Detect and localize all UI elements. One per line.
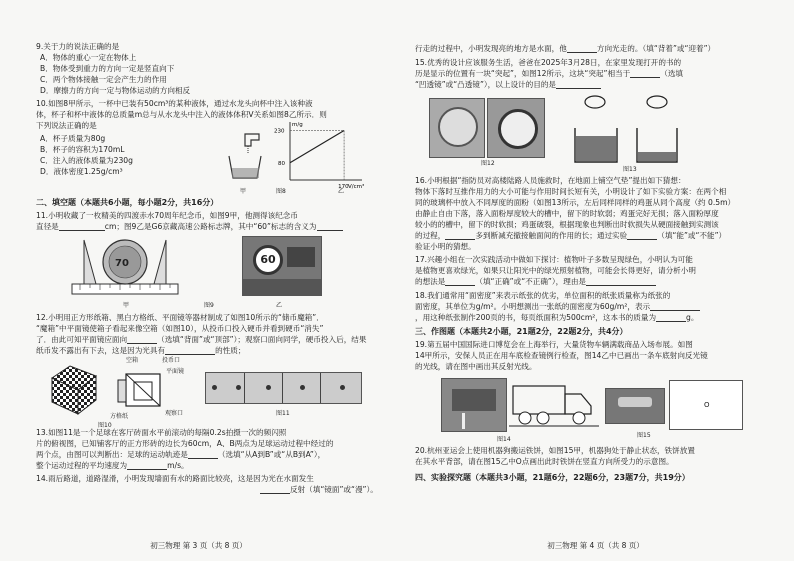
q17-line-3-prefix: 的想法是 [415, 277, 446, 286]
q13-line-3 [36, 450, 325, 459]
q13-line-3-prefix: 两个点，由图可以判断出：足球的运动轨迹是 [36, 450, 188, 459]
figure-12-watch-photo-2 [487, 98, 545, 158]
graph-ytick-80: 80 [278, 160, 285, 167]
q13-line-4-suffix: m/s。 [167, 461, 189, 470]
q17-line-2: 是植物更喜欢绿光，如果只让阳光中的绿光照射植物，可能会长得更好，请分析小明 [415, 266, 696, 275]
fig10-label-empty-box: 空箱 [126, 357, 139, 364]
q17-blank-2[interactable] [586, 277, 656, 286]
figure-10-caption: 图10 [98, 422, 112, 429]
q16-line-1: 16.小明根据“指防员对高楼陆路人员施救时，在地面上铺空气垫”提出如下猜想： [415, 176, 686, 185]
q10-option-d: D．液体密度1.25g/cm³ [40, 167, 123, 176]
figure-8-caption: 图8 [276, 188, 286, 195]
carryover-prefix: 行走的过程中，小明发现亮的地方是水面，他 [415, 44, 567, 53]
q10-line-1: 10.如图8甲所示，一杯中已装有50cm³的某种液体，通过水龙头向杯中注入该种液 [36, 99, 313, 108]
q13-line-3-suffix: （选填“从A到B”或“从B到A”）， [217, 450, 326, 459]
q9-stem: 9.关于力的说法正确的是 [36, 42, 120, 51]
q18-blank-1[interactable] [650, 302, 700, 311]
figure-9-road-sign-photo [242, 236, 322, 296]
q14-blank[interactable] [260, 485, 290, 494]
figure-14-truck-drawing [509, 376, 599, 432]
q15-blank-2[interactable] [556, 80, 601, 89]
q20-line-2: 在其水平背部，请在图15乙中O点画出此时铁饼在竖直方向所受力的示意图。 [415, 457, 674, 466]
q17-line-1: 17.兴趣小组在一次实践活动中做如下探讨：植物叶子多数呈现绿色，小明认为可能 [415, 255, 693, 264]
q16-line-7: 验证小明的猜想。 [415, 242, 476, 251]
q20-line-1: 20.杭州亚运会上使用机器狗搬运铁饼，如图15甲，机器狗处于静止状态，铁饼放置 [415, 446, 695, 455]
section-2-heading: 二、填空题（本题共6小题，每小题2分，共16分） [36, 198, 219, 207]
q11-line-2 [36, 222, 343, 231]
q16-line-6 [415, 231, 726, 240]
figure-15-robot-dog-photo [605, 388, 665, 424]
watch-face-icon [498, 109, 538, 149]
section-4-heading: 四、实验探究题（本题共3小题，21题6分，22题6分，23题7分，共19分） [415, 473, 690, 482]
speed-sign-icon [253, 245, 283, 275]
q11-blank-2[interactable] [317, 222, 343, 231]
point-o-label: O [704, 401, 710, 409]
q16-blank-2[interactable] [627, 231, 657, 240]
carryover-blank[interactable] [567, 44, 597, 53]
graph-xlabel: V/cm³ [348, 184, 365, 190]
section-3-heading: 三、作图题（本题共2小题，21题2分，22题2分，共4分） [415, 327, 628, 336]
q16-line-5: 较小的的槽中，留下的时软损；鸡蛋破裂，根据现象也判断出时软损失从硬面接触到实测该 [415, 220, 719, 229]
carryover-suffix: 方向光走的。（填“背着”或“迎着”） [596, 44, 716, 53]
q15-line-3 [415, 80, 601, 89]
figure-8-faucet-cup [215, 130, 270, 185]
q14-line-1: 14.雨后路道，道路湿滑，小明发现墙面有水的路面比较亮，这是因为光在水面发生 [36, 474, 314, 483]
q13-blank-2[interactable] [127, 461, 167, 470]
q13-line-4 [36, 461, 189, 470]
sign-board-icon [287, 247, 315, 267]
figure-9-coin-ruler [70, 236, 180, 298]
q10-option-b: B．杯子的容积为170mL [40, 145, 125, 154]
q19-line-1: 19.第五届中国国际进口博览会在上海举行，大量货物车辆满载商品入场布展。如图 [415, 340, 693, 349]
q18-line-3 [415, 313, 698, 322]
figure-8-sub-yi: 乙 [338, 188, 345, 195]
q14-line-2 [260, 485, 378, 494]
q12-line-3 [36, 335, 367, 344]
q12-line-4 [36, 346, 245, 355]
figure-15-caption: 图15 [637, 432, 651, 439]
q9-option-d: D．摩擦力的方向一定与物体运动的方向相反 [40, 86, 191, 95]
q9-option-a: A．物体的重心一定在物体上 [40, 53, 137, 62]
figure-10-magic-box [48, 360, 184, 418]
q10-line-3: 下列说法正确的是 [36, 121, 97, 130]
figure-12-caption: 图12 [481, 160, 495, 167]
q18-line-2 [415, 302, 700, 311]
magnifier-icon [438, 107, 478, 147]
q17-line-3 [415, 277, 656, 286]
fig10-label-coin-slot: 投币口 [162, 357, 181, 364]
figure-15-force-diagram-box[interactable] [669, 380, 743, 430]
q9-option-b: B．物体受到重力的方向一定是竖直向下 [40, 64, 175, 73]
q18-line-2-prefix: 面密度，其单位为g/m²。小明想测出一张纸的面密度为60g/m²，表示 [415, 302, 651, 311]
q12-line-3-suffix: （选填“背面”或“顶部”）；观察口面向同学，硬币投入后，结果 [157, 335, 367, 344]
figure-9-sub-yi: 乙 [276, 302, 283, 309]
figure-13-caption: 图13 [623, 166, 637, 173]
ball-mark [300, 385, 305, 390]
fig10-label-grid-paper: 方格纸 [110, 413, 129, 420]
q12-line-4-suffix: 的性质； [215, 346, 246, 355]
q16-line-3: 同的玻璃杯中放入不同厚度的面粉（如图13所示，左后同样同样的鸡蛋从同个高度（约 0.5m） [415, 198, 736, 207]
q13-blank-1[interactable] [188, 450, 218, 459]
ball-mark [212, 385, 217, 390]
q12-blank-2[interactable] [165, 346, 215, 355]
q16-line-4: 由静止自由下落，落入面粉厚度较大的槽中，留下的时软弱；鸡蛋完好无损；落入面粉厚度 [415, 209, 719, 218]
q11-line-2-prefix: 直径是 [36, 222, 59, 231]
q13-line-2: 片的俯视图，已知铺客厅的正方形砖的边长为60cm，A、B两点为足球运动过程中经过的 [36, 439, 334, 448]
road-strip [243, 279, 321, 295]
q15-line-2-prefix: 历是显示的位置有一块“突起”，如图12所示，这块“突起”相当于 [415, 69, 631, 78]
q12-line-2: “魔箱”中平面镜使箱子看起来像空箱（如图10），从投币口投入硬币并看到硬币“消失” [36, 324, 324, 333]
right-page-footer: 初三物理 第 4 页（共 8 页） [547, 541, 644, 550]
q16-line-2: 物体下落时互推作用力的大小可能与作用时间长短有关，小明设计了如下实验方案：在两个相 [415, 187, 727, 196]
q12-blank-1[interactable] [127, 335, 157, 344]
q10-option-a: A．杯子质量为80g [40, 134, 106, 143]
coin-value: 70 [115, 258, 129, 269]
left-page-footer: 初三物理 第 3 页（共 8 页） [150, 541, 247, 550]
fig10-label-view-port: 观察口 [165, 410, 184, 417]
q9-option-c: C．两个物体接触一定会产生力的作用 [40, 75, 167, 84]
q15-blank-1[interactable] [630, 69, 660, 78]
speed-sign-value: 60 [260, 253, 276, 266]
ball-mark [236, 385, 241, 390]
ball-mark [340, 385, 345, 390]
vehicle-underside [452, 389, 496, 411]
fig10-label-mirror: 平面镜 [166, 368, 185, 375]
figure-14-caption: 图14 [497, 436, 511, 443]
figure-12-watch-photo-1 [429, 98, 485, 158]
q11-line-2-suffix: cm；图9乙是G6京藏高速公路标志牌，其中“60”标志的含义为 [104, 222, 317, 231]
q17-line-3-suffix: （填“正确”或“不正确”），理由是 [475, 277, 587, 286]
right-page [397, 0, 794, 561]
figure-8-sub-jia: 甲 [240, 188, 247, 195]
q12-line-1: 12.小明用正方形纸箱、黑白方格纸、平面镜等器材制成了如图10所示的“储币魔箱”． [36, 313, 324, 322]
q16-line-6-b: 多到断减充撤接触面间的作用的长；通过实验 [475, 231, 628, 240]
graph-ylabel: m/g [292, 122, 303, 128]
q11-line-1: 11.小明收藏了一枚精美的四渡赤水70周年纪念币，如图9甲，他测得该纪念币 [36, 211, 298, 220]
q15-line-1: 15.优秀的设计应该服务生活，爸爸在2025年3月28日，在家里发现打开的书的 [415, 58, 682, 67]
figure-13-flour-cups [573, 92, 703, 164]
q15-line-3-prefix: “凹透镜”或“凸透镜”），以上设计的目的是 [415, 80, 557, 89]
graph-ytick-230: 230 [274, 128, 285, 135]
q13-line-4-prefix: 整个运动过程的平均速度为 [36, 461, 128, 470]
figure-9-sub-jia: 甲 [123, 302, 130, 309]
q12-line-3-prefix: 了．由此可知平面镜应面向 [36, 335, 128, 344]
carryover-line [415, 44, 715, 53]
q18-blank-2[interactable] [656, 313, 686, 322]
q19-line-2: 14甲所示，安保人员正在用车底检查镜例行检查，图14乙中已画出一条车底射向反光镜 [415, 351, 708, 360]
ball-mark [266, 385, 271, 390]
robot-dog-body [618, 397, 652, 407]
q15-line-2-suffix: （选填 [660, 69, 684, 78]
q17-blank-1[interactable] [445, 277, 475, 286]
q13-line-1: 13.如图11是一个足球在客厅砖面水平前滚动的每隔0.2s拍摄一次的频闪照 [36, 428, 287, 437]
q14-line-2-text: 反射（填“镜面”或“漫”）。 [290, 485, 378, 494]
q18-line-3-suffix: g。 [686, 313, 699, 322]
figure-14-inspection-photo [441, 378, 507, 432]
q16-blank-1[interactable] [445, 231, 475, 240]
q16-line-6-c: （填“能”或“不能”） [657, 231, 727, 240]
inspection-mirror-pole [462, 413, 465, 429]
q18-line-3-prefix: ，用这种纸张制作200页的书，每页纸面积为500cm²，这本书的质量为 [415, 313, 657, 322]
figure-8-mass-volume-graph [272, 118, 367, 190]
q12-line-4-prefix: 纸币发不露出有下去，这是因为光具有 [36, 346, 166, 355]
graph-xtick-170: 170 [338, 184, 349, 190]
q10-line-2: 体，杯子和杯中液体的总质量m总与从水龙头中注入的液体体积V关系如图8乙所示．则 [36, 110, 327, 119]
q15-line-2 [415, 69, 683, 78]
figure-9-caption: 图9 [204, 302, 214, 309]
figure-11-caption: 图11 [276, 410, 290, 417]
figure-11-floor-tiles [205, 372, 362, 404]
q18-line-1: 18.我们通常用“面密度”来表示纸张的优劣，单位面积的纸张质量称为纸张的 [415, 291, 671, 300]
q19-line-3: 的光线，请在图中画出其反射光线。 [415, 362, 537, 371]
graph-data-line [290, 130, 344, 162]
q10-option-c: C．注入的液体质量为230g [40, 156, 133, 165]
q16-line-6-a: 的过程， [415, 231, 446, 240]
q11-blank-1[interactable] [59, 222, 105, 231]
